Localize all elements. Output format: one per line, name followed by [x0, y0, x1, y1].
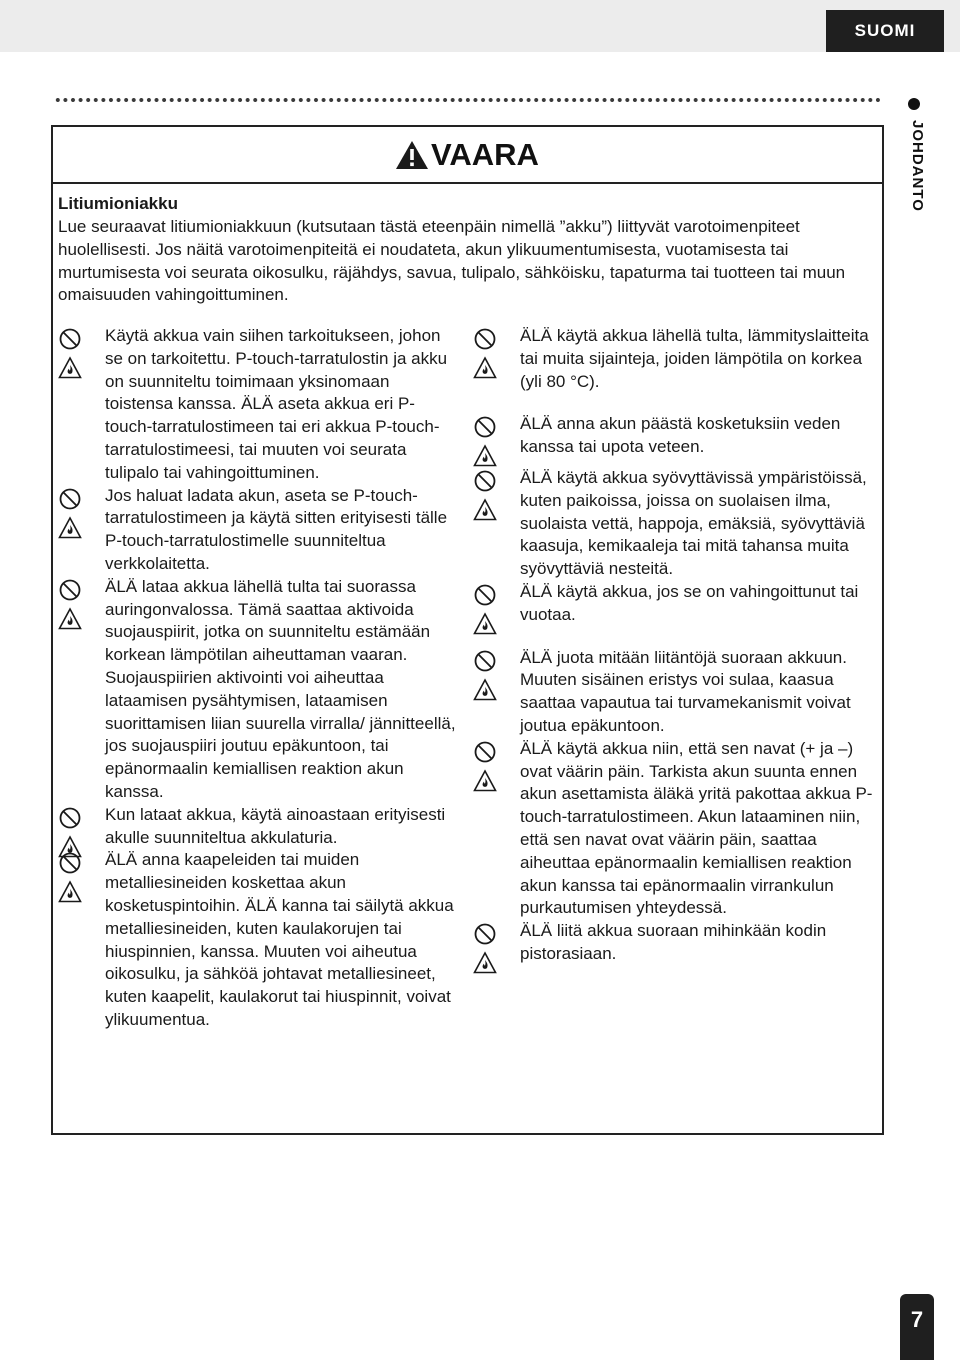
- fire-hazard-icon: [473, 444, 497, 468]
- fire-hazard-icon: [473, 498, 497, 522]
- warning-item: [58, 576, 458, 804]
- item-text: Käytä akkua vain siihen tarkoitukseen, johon se on tarkoitettu. P-touch-tarratulostin ja akku on suunniteltu toimimaan yksinomaan toistensa kanssa. ÄLÄ aseta akkua eri P-touch-tarratulostimeen tai eri akkua P-touch-tarratulostimeesi, tai muuten voi seurata tulipalo tai vahingoittuminen.: [105, 326, 448, 482]
- fire-hazard-icon: [58, 880, 82, 904]
- item-text: Kun lataat akkua, käytä ainoastaan erityisesti akulle suunniteltua akkulaturia.: [105, 804, 446, 847]
- item-text: ÄLÄ anna kaapeleiden tai muiden metalliesineiden koskettaa akun kosketuspintoihin. ÄLÄ kanna tai säilytä akkua metalliesineiden, kuten kaulakorujen tai hiuspinnien, kanssa. Muuten voi aiheutua oikosulku, ja sähköä johtavat metalliesineet, kuten kaapelit, kaulakorut tai hiuspinnit, voivat ylikuumentua.: [105, 850, 454, 1029]
- warning-box: [51, 125, 884, 1135]
- fire-hazard-icon: [473, 951, 497, 975]
- prohibition-icon: [58, 578, 82, 602]
- prohibition-icon: [58, 851, 82, 875]
- fire-hazard-icon: [58, 356, 82, 380]
- item-icons: [58, 578, 86, 636]
- item-text: ÄLÄ lataa akkua lähellä tulta tai suorassa auringonvalossa. Tämä saattaa aktivoida suojauspiirit, jotka on suunniteltu estämään korkean lämpötilan aiheuttaman vaaran. Suojauspiirien aktivointi voi aiheuttaa lataamisen pysähtymisen, lataamisen suorittamisen liian suurella virralla/ jännitteellä, jos suojauspiiri joutuu epäkuntoon, tai epänormaalin kemiallisen reaktion akun kanssa.: [105, 576, 456, 801]
- prohibition-icon: [473, 583, 497, 607]
- item-icons: [473, 649, 501, 707]
- prohibition-icon: [473, 327, 497, 351]
- prohibition-icon: [473, 740, 497, 764]
- warning-item: [473, 738, 879, 920]
- item-icons: [473, 922, 501, 980]
- prohibition-icon: [58, 806, 82, 830]
- warning-item: [58, 849, 458, 1031]
- warning-title-bar: [53, 127, 882, 184]
- warning-item: [473, 325, 879, 393]
- prohibition-icon: [473, 922, 497, 946]
- warning-item: [58, 804, 458, 850]
- warning-title: VAARA: [431, 137, 539, 172]
- prohibition-icon: [58, 487, 82, 511]
- item-icons: [473, 740, 501, 798]
- warning-item: [473, 413, 879, 459]
- right-column: [473, 325, 879, 966]
- item-icons: [473, 327, 501, 385]
- warning-triangle-icon: [395, 140, 429, 170]
- item-icons: [58, 851, 86, 909]
- item-text: ÄLÄ käytä akkua niin, että sen navat (+ ja –) ovat väärin päin. Tarkista akun suunta ennen akun asettamista äläkä yritä pakottaa akkua P-touch-tarratulostimeen. Akun lataaminen niin, että sen navat ovat väärin päin, saattaa aiheuttaa epänormaalin kemiallisen reaktion akun kanssa tai epänormaalin virrankulun purkautumisen yhteydessä.: [520, 738, 873, 918]
- fire-hazard-icon: [473, 678, 497, 702]
- page-number: 7: [900, 1294, 934, 1360]
- section-bullet-icon: [908, 98, 920, 110]
- warning-item: [473, 581, 879, 627]
- fire-hazard-icon: [58, 607, 82, 631]
- prohibition-icon: [473, 415, 497, 439]
- item-text: ÄLÄ käytä akkua lähellä tulta, lämmityslaitteita tai muita sijainteja, joiden lämpötila on korkea (yli 80 °C).: [520, 326, 869, 391]
- section-label: JOHDANTO: [909, 120, 926, 212]
- dotted-divider: [54, 97, 880, 103]
- item-icons: [473, 583, 501, 641]
- fire-hazard-icon: [58, 516, 82, 540]
- item-icons: [58, 327, 86, 385]
- fire-hazard-icon: [473, 356, 497, 380]
- fire-hazard-icon: [473, 612, 497, 636]
- warning-subtitle: Litiumioniakku: [58, 194, 178, 213]
- item-text: ÄLÄ käytä akkua, jos se on vahingoittunut tai vuotaa.: [520, 581, 859, 624]
- item-icons: [473, 415, 501, 473]
- left-column: [58, 325, 458, 1032]
- item-text: ÄLÄ käytä akkua syövyttävissä ympäristöissä, kuten paikoissa, joissa on suolaisen ilma, suolaista vettä, happoja, emäksiä, syövyttäviä kaasuja, kemikaaleja tai mitä tahansa muita syövyttäviä nesteitä.: [520, 467, 867, 579]
- warning-item: [473, 467, 879, 581]
- item-text: ÄLÄ liitä akkua suoraan mihinkään kodin pistorasiaan.: [520, 921, 827, 963]
- prohibition-icon: [473, 469, 497, 493]
- prohibition-icon: [58, 327, 82, 351]
- header-band: [0, 0, 960, 52]
- item-text: ÄLÄ anna akun päästä kosketuksiin veden kanssa tai upota veteen.: [520, 414, 841, 457]
- item-text: ÄLÄ juota mitään liitäntöjä suoraan akkuun. Muuten sisäinen eristys voi sulaa, kaasua saattaa vapautua tai turvamekanismit voivat joutua epäkuntoon.: [520, 647, 851, 735]
- warning-intro: Lue seuraavat litiumioniakkuun (kutsutaan tästä eteenpäin nimellä ”akku”) liittyvät varotoimenpiteet huolellisesti. Jos näitä varotoimenpiteitä ei noudateta, akun ylikuumentumisesta, vuotamisesta tai murtumisesta voi seurata oikosulku, räjähdys, savua, tulipalo, sähköisku, tapaturma tai tuotteen tai muun omaisuuden vahingoittuminen.: [58, 217, 846, 305]
- item-text: Jos haluat ladata akun, aseta se P-touch-tarratulostimeen ja käytä sitten erityisesti tälle P-touch-tarratulostimelle suunniteltua verkkolaitetta.: [105, 485, 448, 573]
- prohibition-icon: [473, 649, 497, 673]
- warning-item: [473, 647, 879, 738]
- warning-item: [58, 485, 458, 576]
- warning-item: [473, 920, 879, 966]
- item-icons: [58, 487, 86, 545]
- item-icons: [473, 469, 501, 527]
- language-tab: SUOMI: [826, 10, 944, 52]
- warning-item: [58, 325, 458, 485]
- fire-hazard-icon: [473, 769, 497, 793]
